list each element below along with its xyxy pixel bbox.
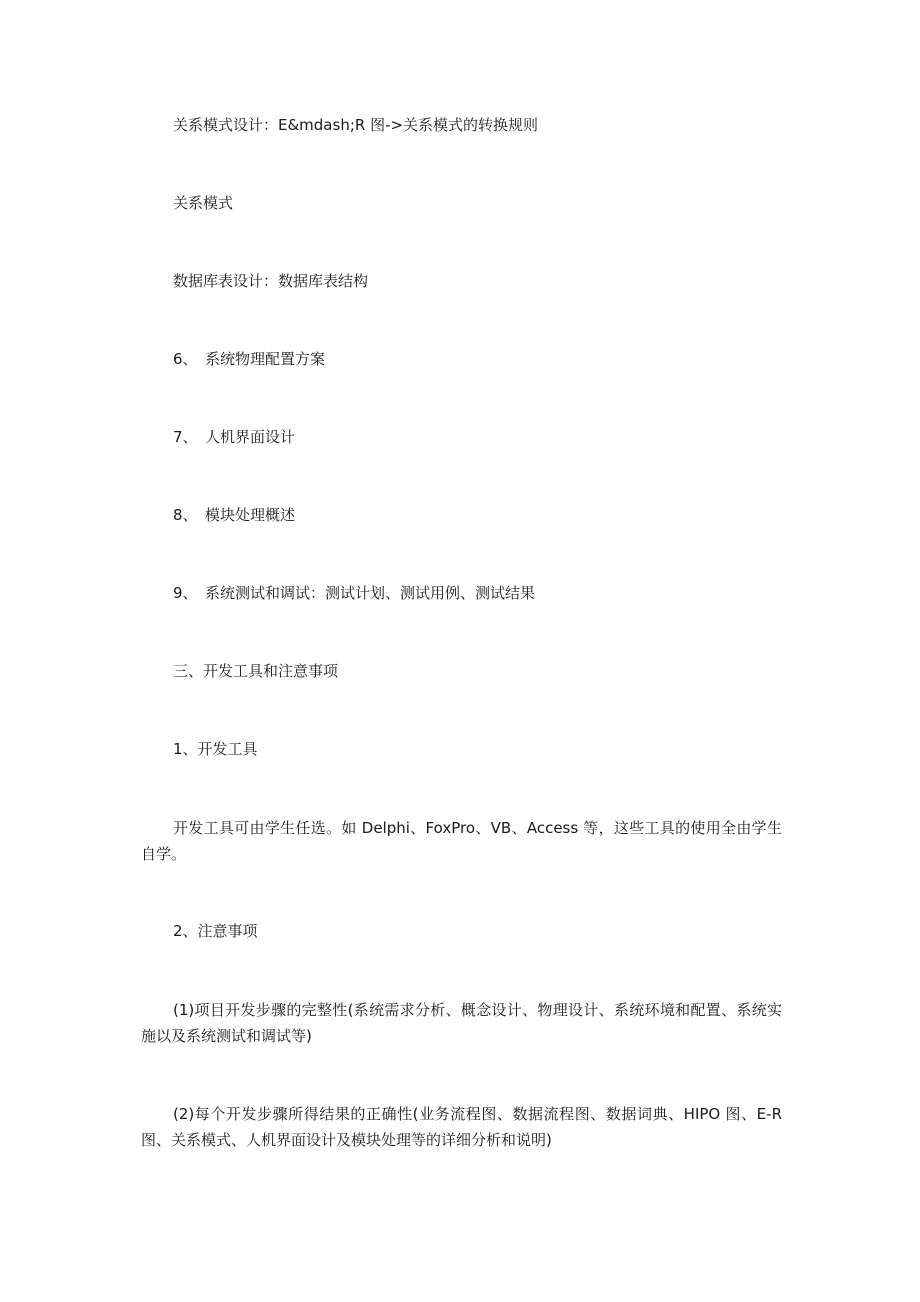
item-text: 模块处理概述 <box>205 506 296 524</box>
relation-mode-line: 关系模式 <box>173 194 234 212</box>
paragraph-dev-tools: 开发工具可由学生任选。如 Delphi、FoxPro、VB、Access 等，这些工具的使用全由学生自学。 <box>141 819 782 863</box>
item-number: 8、 <box>173 506 198 524</box>
subheading-notes: 2、注意事项 <box>173 922 258 940</box>
item-text: 系统物理配置方案 <box>205 350 326 368</box>
paragraph-note-2: (2)每个开发步骤所得结果的正确性(业务流程图、数据流程图、数据词典、HIPO 图、E-R 图、关系模式、人机界面设计及模块处理等的详细分析和说明) <box>141 1105 782 1149</box>
numbered-item-8 <box>173 505 295 525</box>
subheading-dev-tools: 1、开发工具 <box>173 740 258 758</box>
numbered-item-9 <box>173 583 535 603</box>
item-number: 9、 <box>173 584 198 602</box>
er-rule-line: 关系模式设计：E&mdash;R 图->关系模式的转换规则 <box>173 116 539 134</box>
item-number: 7、 <box>173 428 198 446</box>
item-number: 6、 <box>173 350 198 368</box>
db-table-design-line: 数据库表设计：数据库表结构 <box>173 272 369 290</box>
section-heading: 三、开发工具和注意事项 <box>173 662 339 680</box>
paragraph-note-1: (1)项目开发步骤的完整性(系统需求分析、概念设计、物理设计、系统环境和配置、系统实施以及系统测试和调试等) <box>141 1001 782 1045</box>
numbered-item-7 <box>173 427 295 447</box>
item-text: 系统测试和调试：测试计划、测试用例、测试结果 <box>205 584 536 602</box>
item-text: 人机界面设计 <box>205 428 296 446</box>
numbered-item-6 <box>173 349 325 369</box>
